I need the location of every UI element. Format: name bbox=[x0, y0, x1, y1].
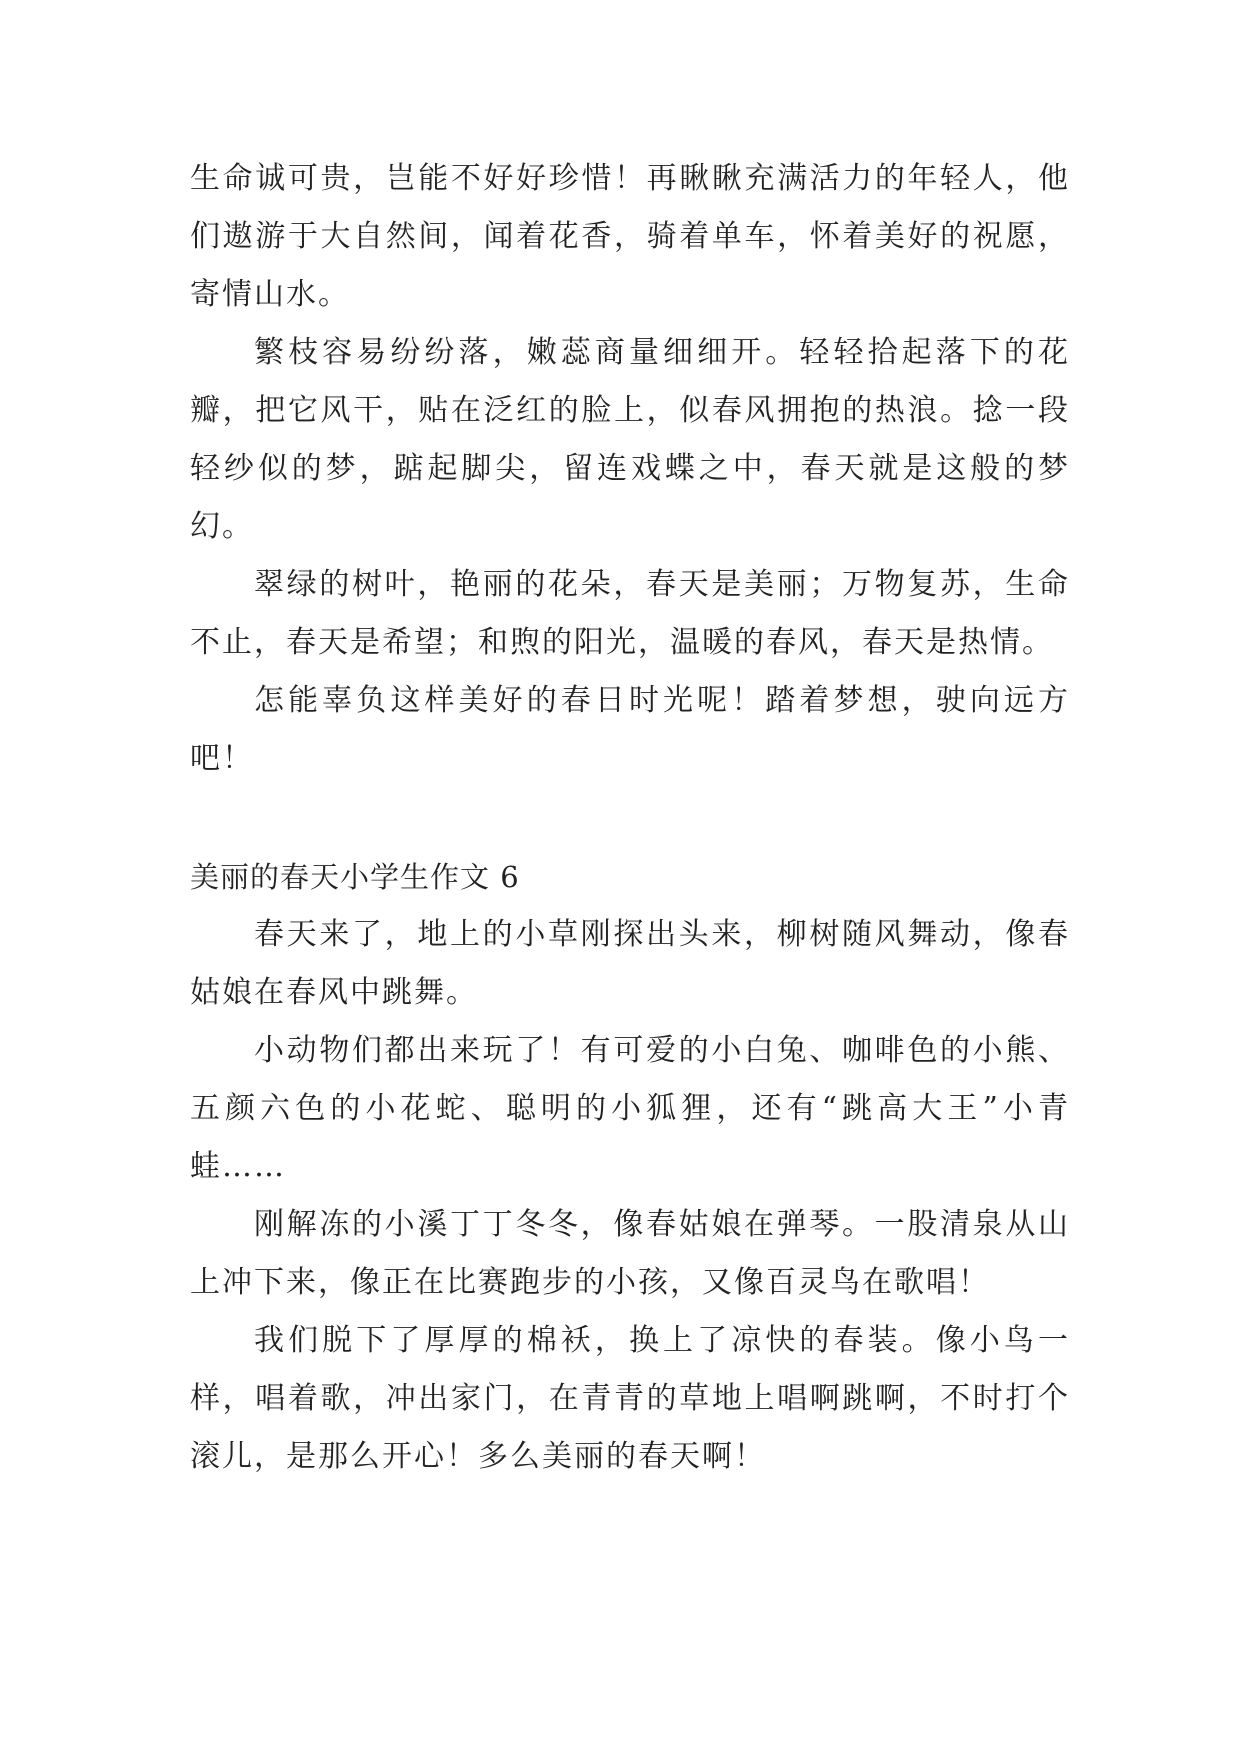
paragraph: 怎能辜负这样美好的春日时光呢！踏着梦想，驶向远方吧！ bbox=[190, 683, 1070, 776]
essay-title: 美丽的春天小学生作文 6 bbox=[190, 860, 520, 894]
paragraph: 繁枝容易纷纷落，嫩蕊商量细细开。轻轻拾起落下的花瓣，把它风干，贴在泛红的脸上，似春风拥抱的热浪。捻一段轻纱似的梦，踮起脚尖，留连戏蝶之中，春天就是这般的梦幻。 bbox=[190, 335, 1070, 544]
paragraph-continued: 生命诚可贵，岂能不好好珍惜！再瞅瞅充满活力的年轻人，他们遨游于大自然间，闻着花香，骑着单车，怀着美好的祝愿，寄情山水。 bbox=[190, 161, 1070, 312]
document-page bbox=[190, 150, 1070, 1486]
paragraph: 翠绿的树叶，艳丽的花朵，春天是美丽；万物复苏，生命不止，春天是希望；和煦的阳光，温暖的春风，春天是热情。 bbox=[190, 567, 1070, 660]
paragraph: 刚解冻的小溪丁丁冬冬，像春姑娘在弹琴。一股清泉从山上冲下来，像正在比赛跑步的小孩，又像百灵鸟在歌唱！ bbox=[190, 1207, 1070, 1300]
paragraph: 小动物们都出来玩了！有可爱的小白兔、咖啡色的小熊、五颜六色的小花蛇、聪明的小狐狸，还有“跳高大王”小青蛙…… bbox=[190, 1033, 1070, 1184]
paragraph: 春天来了，地上的小草刚探出头来，柳树随风舞动，像春姑娘在春风中跳舞。 bbox=[190, 917, 1070, 1010]
paragraph: 我们脱下了厚厚的棉袄，换上了凉快的春装。像小鸟一样，唱着歌，冲出家门，在青青的草地上唱啊跳啊，不时打个滚儿，是那么开心！多么美丽的春天啊！ bbox=[190, 1323, 1070, 1474]
